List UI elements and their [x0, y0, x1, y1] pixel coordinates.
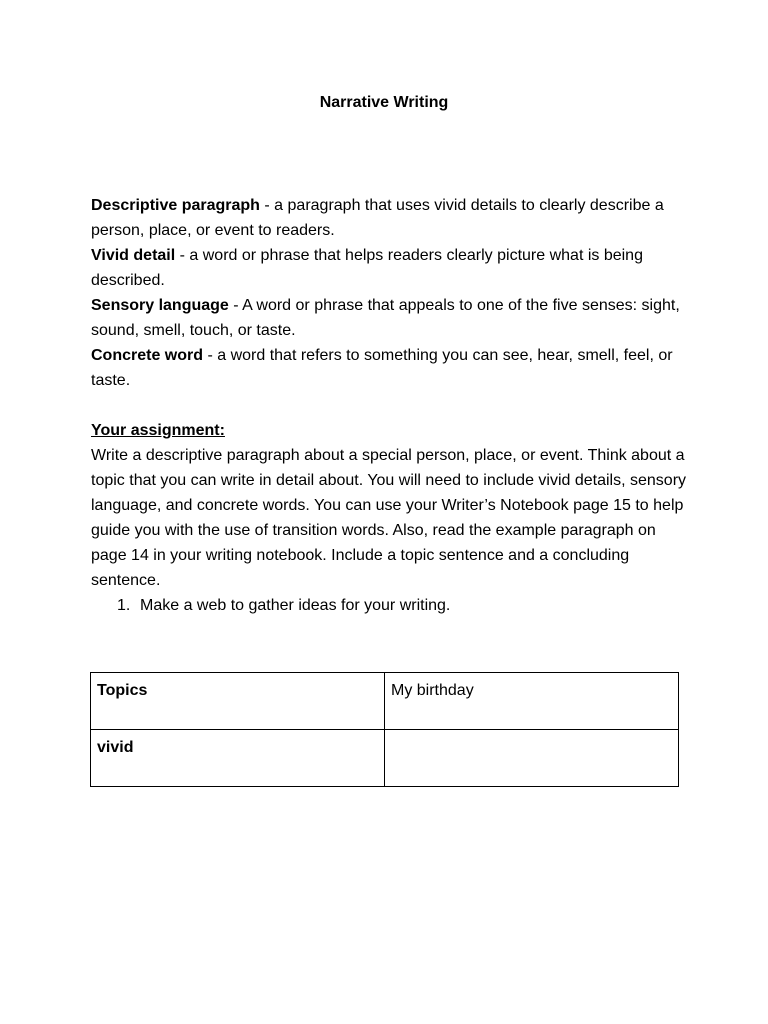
- definition-text: - a word that refers to something you can see, hear, smell, feel, or taste.: [91, 347, 673, 389]
- definition-text: - a paragraph that uses vivid details to clearly describe a person, place, or event to readers.: [91, 197, 664, 239]
- assignment-heading: Your assignment:: [91, 422, 225, 439]
- table-row: [91, 730, 679, 787]
- list-item-number: 1.: [117, 597, 131, 614]
- assignment-body: Write a descriptive paragraph about a special person, place, or event. Think about a topic that you can write in detail about. You will need to include vivid details, sensory language, and concrete words. You can use your Writer’s Notebook page 15 to help guide you with the use of transition words. Also, read the example paragraph on page 14 in your writing notebook. Include a topic sentence and a concluding sentence.: [91, 447, 687, 589]
- definition-term: Sensory language: [91, 297, 229, 314]
- table-cell-value: [385, 730, 679, 787]
- definition-sensory-language: [91, 293, 691, 343]
- list-item: [91, 593, 691, 618]
- definition-descriptive-paragraph: [91, 193, 691, 243]
- definition-text: - a word or phrase that helps readers clearly picture what is being described.: [91, 247, 643, 289]
- list-item-text: Make a web to gather ideas for your writing.: [140, 597, 451, 614]
- table-row: [91, 673, 679, 730]
- table-cell-value: My birthday: [385, 673, 679, 730]
- definition-vivid-detail: [91, 243, 691, 293]
- definition-concrete-word: [91, 343, 691, 393]
- assignment-steps: [91, 593, 691, 618]
- spacer: [91, 393, 691, 418]
- page-title: Narrative Writing: [319, 94, 449, 111]
- definition-term: Vivid detail: [91, 247, 176, 264]
- definition-term: Descriptive paragraph: [91, 197, 260, 214]
- table-cell-label: vivid: [91, 730, 385, 787]
- definition-term: Concrete word: [91, 347, 204, 364]
- document-body: [91, 193, 691, 618]
- idea-web-table: [90, 672, 679, 787]
- definition-text: - A word or phrase that appeals to one of the five senses: sight, sound, smell, touch, or taste.: [91, 297, 680, 339]
- table-cell-label: Topics: [91, 673, 385, 730]
